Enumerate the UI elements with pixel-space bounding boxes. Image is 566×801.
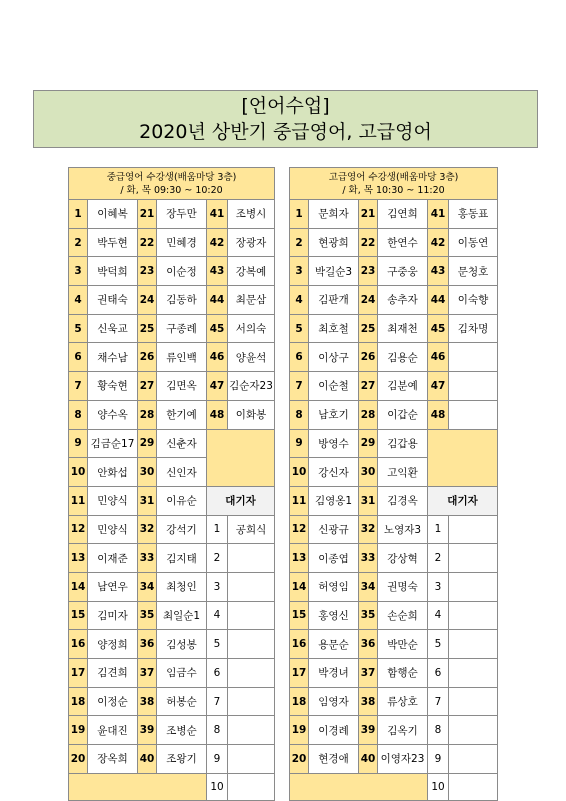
table-row [290, 716, 498, 745]
student-number: 44 [207, 286, 228, 315]
student-name: 강상혁 [378, 544, 428, 573]
student-name: 손순희 [378, 601, 428, 630]
student-name: 이상구 [309, 343, 359, 372]
waitlist-name [228, 773, 275, 800]
page-title-line1: [언어수업] [241, 95, 330, 117]
student-name: 임금수 [157, 659, 207, 688]
student-number: 34 [359, 572, 378, 601]
student-name: 이동연 [449, 228, 498, 257]
student-name: 최청인 [157, 572, 207, 601]
student-number: 5 [69, 314, 88, 343]
student-name: 강석기 [157, 515, 207, 544]
student-name: 민혜경 [157, 228, 207, 257]
table-row [290, 200, 498, 229]
waitlist-name [449, 773, 498, 800]
student-number: 23 [138, 257, 157, 286]
student-name: 신광규 [309, 515, 359, 544]
student-number: 42 [428, 228, 449, 257]
student-name: 김판개 [309, 286, 359, 315]
student-name: 이유순 [157, 486, 207, 515]
student-name: 양윤석 [228, 343, 275, 372]
student-name: 이재준 [88, 544, 138, 573]
student-number: 35 [359, 601, 378, 630]
waitlist-name [449, 659, 498, 688]
table-row [69, 745, 275, 774]
student-name: 박만순 [378, 630, 428, 659]
student-name: 송추자 [378, 286, 428, 315]
student-name: 강복예 [228, 257, 275, 286]
waitlist-number: 2 [428, 544, 449, 573]
student-name: 최호철 [309, 314, 359, 343]
student-number: 3 [69, 257, 88, 286]
roster-title: 중급영어 수강생(배움마당 3층) [106, 171, 237, 183]
student-name: 방영수 [309, 429, 359, 458]
student-number: 13 [69, 544, 88, 573]
student-name: 한연수 [378, 228, 428, 257]
student-number: 6 [290, 343, 309, 372]
student-number: 30 [359, 458, 378, 487]
student-number: 10 [290, 458, 309, 487]
student-name: 신욱교 [88, 314, 138, 343]
student-name: 현광희 [309, 228, 359, 257]
student-name: 민양식 [88, 515, 138, 544]
table-row [69, 400, 275, 429]
waitlist-number: 7 [207, 687, 228, 716]
table-row [69, 200, 275, 229]
student-name: 이경례 [309, 716, 359, 745]
student-number: 46 [207, 343, 228, 372]
table-row [69, 343, 275, 372]
student-name: 이갑순 [378, 400, 428, 429]
student-number: 19 [290, 716, 309, 745]
student-number: 37 [138, 659, 157, 688]
student-name: 김갑용 [378, 429, 428, 458]
student-number: 26 [138, 343, 157, 372]
waitlist-number: 5 [207, 630, 228, 659]
student-number: 29 [359, 429, 378, 458]
advanced-roster-table [289, 167, 498, 801]
student-number: 48 [207, 400, 228, 429]
student-name: 장광자 [228, 228, 275, 257]
waitlist-number: 6 [207, 659, 228, 688]
waitlist-number: 4 [207, 601, 228, 630]
table-row [290, 773, 498, 800]
table-row [290, 286, 498, 315]
intermediate-roster-table [68, 167, 275, 801]
student-number: 19 [69, 716, 88, 745]
student-name: 김영옹1 [309, 486, 359, 515]
student-name: 류인백 [157, 343, 207, 372]
student-number: 31 [138, 486, 157, 515]
table-row [290, 314, 498, 343]
student-name: 류상호 [378, 687, 428, 716]
student-name: 조왕기 [157, 745, 207, 774]
table-row [69, 773, 275, 800]
student-number: 16 [290, 630, 309, 659]
waitlist-number: 9 [207, 745, 228, 774]
table-row [69, 372, 275, 401]
student-number: 8 [290, 400, 309, 429]
waitlist-name [449, 630, 498, 659]
student-number: 32 [138, 515, 157, 544]
table-row [290, 572, 498, 601]
student-name: 이숙향 [449, 286, 498, 315]
student-number: 11 [290, 486, 309, 515]
student-name: 이영자23 [378, 745, 428, 774]
student-name: 홍영신 [309, 601, 359, 630]
student-name: 안화섭 [88, 458, 138, 487]
student-name: 김면옥 [157, 372, 207, 401]
student-number: 17 [290, 659, 309, 688]
student-number: 15 [290, 601, 309, 630]
student-name: 민양식 [88, 486, 138, 515]
table-row [69, 601, 275, 630]
page-title-line2: 2020년 상반기 중급영어, 고급영어 [139, 121, 432, 143]
student-name: 이정순 [88, 687, 138, 716]
student-name: 조병순 [157, 716, 207, 745]
waitlist-name [228, 601, 275, 630]
empty-cell [428, 429, 498, 486]
student-name: 박경녀 [309, 659, 359, 688]
student-number: 7 [290, 372, 309, 401]
student-number: 43 [428, 257, 449, 286]
table-row [69, 486, 275, 515]
student-number: 45 [428, 314, 449, 343]
student-number: 32 [359, 515, 378, 544]
student-number: 48 [428, 400, 449, 429]
student-name [449, 400, 498, 429]
roster-header [69, 168, 275, 200]
student-number: 13 [290, 544, 309, 573]
student-number: 17 [69, 659, 88, 688]
table-row [69, 515, 275, 544]
waitlist-number: 1 [207, 515, 228, 544]
table-row [290, 372, 498, 401]
student-number: 47 [207, 372, 228, 401]
student-name: 홍동표 [449, 200, 498, 229]
student-name: 이순철 [309, 372, 359, 401]
waitlist-number: 8 [207, 716, 228, 745]
student-name: 함행순 [378, 659, 428, 688]
student-number: 9 [69, 429, 88, 458]
student-number: 9 [290, 429, 309, 458]
student-number: 39 [138, 716, 157, 745]
student-number: 41 [207, 200, 228, 229]
waitlist-name [449, 687, 498, 716]
student-name: 고익환 [378, 458, 428, 487]
table-row [69, 659, 275, 688]
student-number: 18 [290, 687, 309, 716]
waitlist-name [228, 745, 275, 774]
waitlist-name [449, 601, 498, 630]
student-number: 20 [290, 745, 309, 774]
waitlist-number: 9 [428, 745, 449, 774]
student-name: 장두만 [157, 200, 207, 229]
student-number: 42 [207, 228, 228, 257]
student-number: 30 [138, 458, 157, 487]
student-name: 조병시 [228, 200, 275, 229]
student-number: 6 [69, 343, 88, 372]
student-number: 23 [359, 257, 378, 286]
student-number: 41 [428, 200, 449, 229]
student-name: 김미자 [88, 601, 138, 630]
waitlist-name [228, 630, 275, 659]
student-number: 4 [290, 286, 309, 315]
student-name: 박길순3 [309, 257, 359, 286]
table-row [69, 228, 275, 257]
empty-cell [207, 429, 275, 486]
student-number: 47 [428, 372, 449, 401]
table-row [69, 544, 275, 573]
student-name: 박덕희 [88, 257, 138, 286]
student-number: 11 [69, 486, 88, 515]
student-number: 21 [138, 200, 157, 229]
student-name: 김경옥 [378, 486, 428, 515]
table-row [69, 716, 275, 745]
student-number: 12 [290, 515, 309, 544]
waitlist-label: 대기자 [428, 486, 498, 515]
student-number: 29 [138, 429, 157, 458]
student-number: 22 [138, 228, 157, 257]
student-name: 양수옥 [88, 400, 138, 429]
student-name: 노영자3 [378, 515, 428, 544]
waitlist-name [449, 515, 498, 544]
table-row [290, 659, 498, 688]
student-name: 이화봉 [228, 400, 275, 429]
student-number: 35 [138, 601, 157, 630]
student-number: 15 [69, 601, 88, 630]
student-number: 5 [290, 314, 309, 343]
student-number: 24 [359, 286, 378, 315]
student-name: 윤대진 [88, 716, 138, 745]
student-number: 40 [138, 745, 157, 774]
table-row [69, 286, 275, 315]
student-number: 31 [359, 486, 378, 515]
student-name: 임영자 [309, 687, 359, 716]
waitlist-number: 4 [428, 601, 449, 630]
student-name: 김견희 [88, 659, 138, 688]
student-name: 허영임 [309, 572, 359, 601]
table-row [290, 515, 498, 544]
student-number: 26 [359, 343, 378, 372]
student-name: 최문삼 [228, 286, 275, 315]
student-number: 2 [69, 228, 88, 257]
student-name: 김지태 [157, 544, 207, 573]
waitlist-name [449, 745, 498, 774]
student-name: 김용순 [378, 343, 428, 372]
waitlist-number: 10 [428, 773, 449, 800]
student-number: 44 [428, 286, 449, 315]
roster-title: 고급영어 수강생(배움마당 3층) [328, 171, 459, 183]
student-name: 김차명 [449, 314, 498, 343]
student-name: 문희자 [309, 200, 359, 229]
student-number: 3 [290, 257, 309, 286]
table-row [290, 687, 498, 716]
table-row [290, 745, 498, 774]
student-name: 박두현 [88, 228, 138, 257]
waitlist-name [228, 544, 275, 573]
student-number: 7 [69, 372, 88, 401]
waitlist-name [449, 544, 498, 573]
student-name: 용문순 [309, 630, 359, 659]
empty-cell [69, 773, 207, 800]
table-row [290, 429, 498, 458]
student-name: 신춘자 [157, 429, 207, 458]
student-name: 최일순1 [157, 601, 207, 630]
waitlist-number: 7 [428, 687, 449, 716]
student-name: 권태숙 [88, 286, 138, 315]
student-number: 28 [359, 400, 378, 429]
table-row [69, 572, 275, 601]
table-row [290, 630, 498, 659]
student-number: 14 [69, 572, 88, 601]
student-number: 39 [359, 716, 378, 745]
student-name: 김옥기 [378, 716, 428, 745]
waitlist-number: 3 [428, 572, 449, 601]
waitlist-name [228, 659, 275, 688]
waitlist-name: 공희식 [228, 515, 275, 544]
student-number: 36 [359, 630, 378, 659]
student-number: 8 [69, 400, 88, 429]
student-number: 21 [359, 200, 378, 229]
student-name: 장옥희 [88, 745, 138, 774]
student-number: 28 [138, 400, 157, 429]
student-number: 25 [359, 314, 378, 343]
student-name: 한기예 [157, 400, 207, 429]
student-name: 남호기 [309, 400, 359, 429]
student-name: 강신자 [309, 458, 359, 487]
student-name: 이종엽 [309, 544, 359, 573]
table-row [290, 544, 498, 573]
student-name: 구중웅 [378, 257, 428, 286]
student-number: 33 [359, 544, 378, 573]
table-row [69, 257, 275, 286]
student-number: 27 [359, 372, 378, 401]
waitlist-name [449, 716, 498, 745]
student-name: 김분예 [378, 372, 428, 401]
student-name: 김금순17 [88, 429, 138, 458]
student-name: 서의숙 [228, 314, 275, 343]
roster-schedule: / 화, 목 09:30 ~ 10:20 [120, 184, 223, 196]
student-number: 4 [69, 286, 88, 315]
waitlist-number: 8 [428, 716, 449, 745]
student-number: 2 [290, 228, 309, 257]
student-number: 27 [138, 372, 157, 401]
student-number: 18 [69, 687, 88, 716]
table-row [69, 314, 275, 343]
student-name [449, 343, 498, 372]
student-number: 25 [138, 314, 157, 343]
waitlist-label: 대기자 [207, 486, 275, 515]
student-number: 10 [69, 458, 88, 487]
table-row [290, 400, 498, 429]
table-row [290, 228, 498, 257]
student-number: 45 [207, 314, 228, 343]
table-row [69, 429, 275, 458]
student-name: 김성봉 [157, 630, 207, 659]
waitlist-name [228, 687, 275, 716]
student-name: 이순정 [157, 257, 207, 286]
student-number: 46 [428, 343, 449, 372]
waitlist-number: 3 [207, 572, 228, 601]
waitlist-name [449, 572, 498, 601]
student-number: 38 [359, 687, 378, 716]
table-row [290, 257, 498, 286]
student-number: 37 [359, 659, 378, 688]
student-number: 12 [69, 515, 88, 544]
student-number: 34 [138, 572, 157, 601]
student-name: 김순자23 [228, 372, 275, 401]
waitlist-name [228, 716, 275, 745]
student-number: 1 [69, 200, 88, 229]
table-row [290, 343, 498, 372]
student-number: 1 [290, 200, 309, 229]
student-name: 현경애 [309, 745, 359, 774]
student-name: 최재천 [378, 314, 428, 343]
student-name: 구종례 [157, 314, 207, 343]
student-name: 양정희 [88, 630, 138, 659]
waitlist-number: 6 [428, 659, 449, 688]
student-name: 이혜복 [88, 200, 138, 229]
table-row [69, 687, 275, 716]
page-title-box [33, 90, 538, 148]
roster-header [290, 168, 498, 200]
student-number: 36 [138, 630, 157, 659]
student-number: 38 [138, 687, 157, 716]
student-number: 20 [69, 745, 88, 774]
student-name: 김연희 [378, 200, 428, 229]
student-number: 24 [138, 286, 157, 315]
student-number: 16 [69, 630, 88, 659]
student-name: 문청호 [449, 257, 498, 286]
empty-cell [290, 773, 428, 800]
student-name: 채수남 [88, 343, 138, 372]
student-number: 14 [290, 572, 309, 601]
waitlist-number: 10 [207, 773, 228, 800]
student-number: 22 [359, 228, 378, 257]
student-name: 권명숙 [378, 572, 428, 601]
student-number: 43 [207, 257, 228, 286]
roster-schedule: / 화, 목 10:30 ~ 11:20 [342, 184, 445, 196]
waitlist-number: 1 [428, 515, 449, 544]
waitlist-number: 2 [207, 544, 228, 573]
student-number: 40 [359, 745, 378, 774]
student-name [449, 372, 498, 401]
student-name: 김동하 [157, 286, 207, 315]
waitlist-number: 5 [428, 630, 449, 659]
table-row [290, 601, 498, 630]
student-name: 신인자 [157, 458, 207, 487]
student-name: 남연우 [88, 572, 138, 601]
student-name: 황숙현 [88, 372, 138, 401]
student-name: 허봉순 [157, 687, 207, 716]
table-row [290, 486, 498, 515]
student-number: 33 [138, 544, 157, 573]
table-row [69, 630, 275, 659]
waitlist-name [228, 572, 275, 601]
